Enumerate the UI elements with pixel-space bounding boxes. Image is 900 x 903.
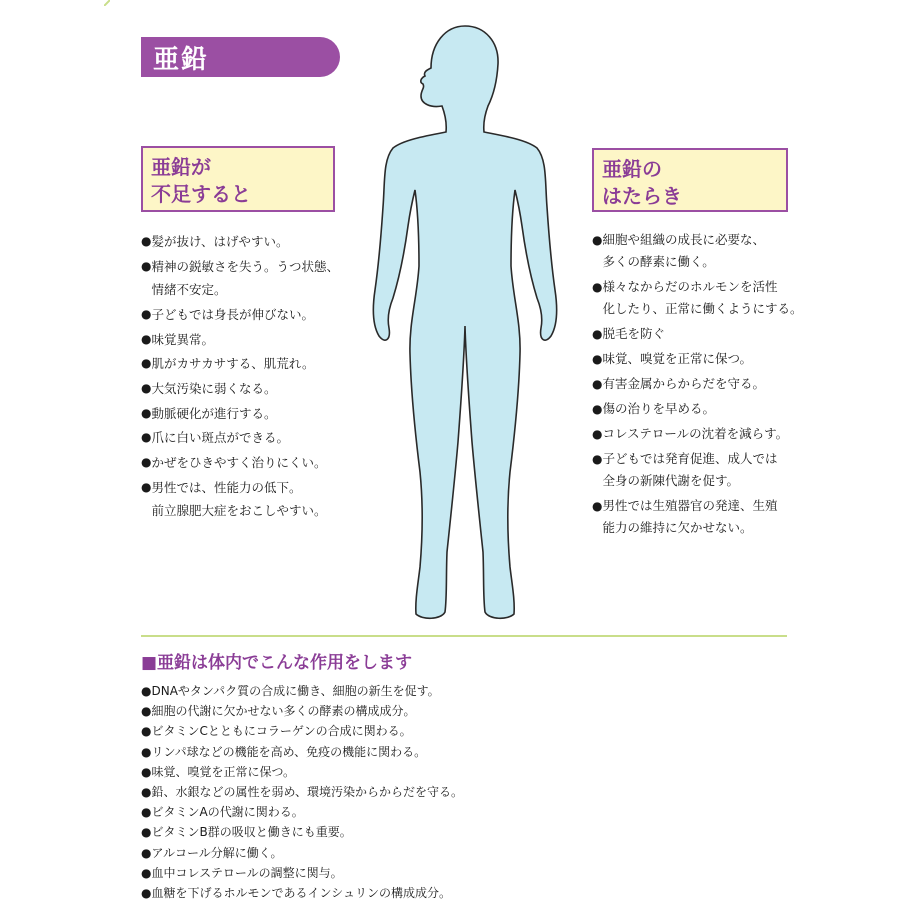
bullet-icon: ● [592, 352, 603, 366]
list-item: ● ビタミンCとともにコラーゲンの合成に関わる。 [141, 721, 661, 741]
list-item: ● 脱毛を防ぐ [592, 323, 807, 345]
bullet-icon: ● [141, 805, 152, 820]
bullet-icon: ● [141, 764, 152, 779]
bullet-icon: ● [141, 785, 152, 800]
list-item: ● 男性では、性能力の低下。 前立腺肥大症をおこしやすい。 [141, 476, 359, 523]
effects-heading: ■亜鉛は体内でこんな作用をします [141, 653, 413, 673]
list-item: ● 鉛、水銀などの属性を弱め、環境汚染からからだを守る。 [141, 782, 661, 802]
list-item: ● 子どもでは発育促進、成人では 全身の新陳代謝を促す。 [592, 448, 807, 492]
bullet-icon: ● [141, 865, 152, 880]
list-item: ● 味覚異常。 [141, 328, 359, 351]
bullet-icon: ● [141, 684, 152, 698]
list-item: ● 血糖を下げるホルモンであるインシュリンの構成成分。 [141, 883, 661, 903]
bullet-icon: ● [141, 455, 152, 470]
deficiency-heading-line: 不足すると [151, 182, 251, 206]
list-item: ● 男性では生殖器官の発達、生殖 能力の維持に欠かせない。 [592, 495, 807, 539]
functions-heading-line: 亜鉛の [602, 157, 662, 181]
list-item: ● 精神の鋭敏さを失う。うつ状態、 情緒不安定。 [141, 255, 359, 302]
list-item: ● 味覚、嗅覚を正常に保つ。 [592, 348, 807, 370]
list-item: ● 様々なからだのホルモンを活性 化したり、正常に働くようにする。 [592, 276, 807, 320]
bullet-icon: ● [141, 356, 152, 371]
bullet-icon: ● [141, 825, 152, 840]
list-item: ● コレステロールの沈着を減らす。 [592, 423, 807, 445]
bullet-icon: ● [141, 704, 152, 719]
bullet-icon: ● [141, 306, 152, 321]
bullet-icon: ● [141, 331, 152, 346]
bullet-icon: ● [141, 479, 152, 494]
functions-heading-line: はたらき [602, 184, 682, 208]
title-tab [141, 37, 340, 77]
deficiency-list [141, 230, 359, 524]
list-item: ● 有害金属からからだを守る。 [592, 373, 807, 395]
list-item: ● 細胞や組織の成長に必要な、 多くの酵素に働く。 [592, 229, 807, 273]
list-item: ● 血中コレステロールの調整に関与。 [141, 863, 661, 883]
list-item: ● リンパ球などの機能を高め、免疫の機能に関わる。 [141, 742, 661, 762]
bullet-icon: ● [141, 234, 152, 248]
corner-mark-icon [104, 0, 110, 6]
list-item: ● 動脈硬化が進行する。 [141, 402, 359, 425]
list-item: ● ビタミンAの代謝に関わる。 [141, 802, 661, 822]
bullet-icon: ● [592, 452, 603, 466]
page-title: 亜鉛 [153, 44, 210, 75]
list-item: ● 髪が抜け、はげやすい。 [141, 230, 359, 253]
list-item: ● 子どもでは身長が伸びない。 [141, 303, 359, 326]
bullet-icon: ● [141, 724, 152, 739]
section-divider [141, 635, 787, 637]
list-item: ● 傷の治りを早める。 [592, 398, 807, 420]
bullet-icon: ● [592, 427, 603, 441]
bullet-icon: ● [592, 377, 603, 391]
functions-list [592, 229, 807, 542]
bullet-icon: ● [141, 258, 152, 273]
bullet-icon: ● [592, 499, 603, 513]
human-body-icon [365, 22, 565, 622]
bullet-icon: ● [141, 405, 152, 420]
bullet-icon: ● [592, 280, 603, 294]
effects-list [141, 681, 661, 903]
list-item: ● 細胞の代謝に欠かせない多くの酵素の構成成分。 [141, 701, 661, 721]
list-item: ● 味覚、嗅覚を正常に保つ。 [141, 762, 661, 782]
list-item: ● かぜをひきやすく治りにくい。 [141, 451, 359, 474]
bullet-icon: ● [592, 327, 603, 341]
bullet-icon: ● [141, 744, 152, 759]
deficiency-heading-box [141, 146, 335, 212]
bullet-icon: ● [592, 233, 603, 247]
bullet-icon: ● [141, 380, 152, 395]
list-item: ● ビタミンB群の吸収と働きにも重要。 [141, 822, 661, 842]
bullet-icon: ● [141, 430, 152, 445]
bullet-icon: ● [141, 886, 152, 901]
list-item: ● DNAやタンパク質の合成に働き、細胞の新生を促す。 [141, 681, 661, 701]
bullet-icon: ● [141, 845, 152, 860]
list-item: ● 爪に白い斑点ができる。 [141, 426, 359, 449]
list-item: ● 大気汚染に弱くなる。 [141, 377, 359, 400]
bullet-icon: ● [592, 402, 603, 416]
list-item: ● 肌がカサカサする、肌荒れ。 [141, 352, 359, 375]
deficiency-heading-line: 亜鉛が [151, 155, 211, 179]
list-item: ● アルコール分解に働く。 [141, 843, 661, 863]
functions-heading-box [592, 148, 788, 212]
